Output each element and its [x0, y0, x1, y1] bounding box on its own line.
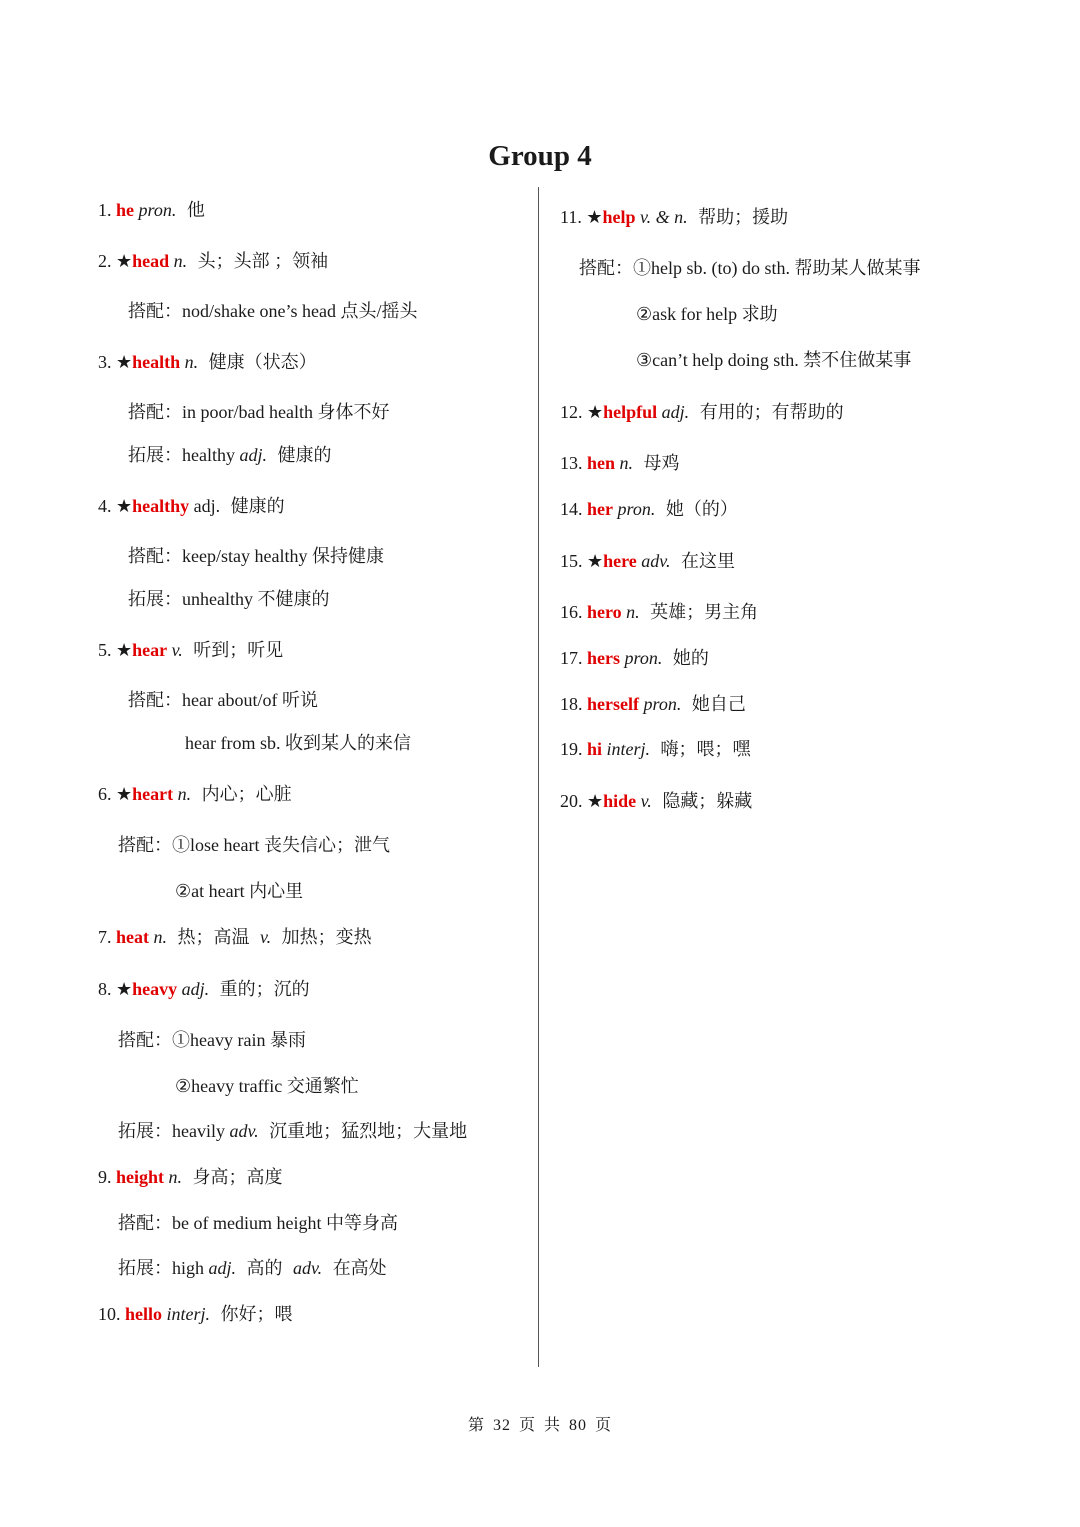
footer-label-ye2: 页: [595, 1417, 613, 1434]
meaning-2: 在高处: [328, 1258, 387, 1278]
vocab-entry: [560, 789, 752, 813]
part-of-speech: n.: [615, 453, 634, 473]
headword: hear: [132, 640, 168, 660]
headword: heart: [132, 784, 174, 804]
usage-line: [185, 731, 411, 755]
entry-number: 2.: [98, 251, 116, 271]
vocab-entry: [560, 600, 758, 624]
usage-line: [128, 688, 318, 712]
extension-line: [118, 1256, 387, 1280]
vocab-entry: [98, 977, 310, 1001]
entry-number: 9.: [98, 1167, 116, 1187]
headword: health: [132, 352, 181, 372]
headword: helpful: [603, 402, 658, 422]
meaning: 重的；沉的: [215, 979, 310, 999]
headword: head: [132, 251, 170, 271]
headword: hide: [603, 791, 637, 811]
part-of-speech: n.: [180, 352, 199, 372]
usage-line: [636, 348, 911, 372]
meaning: 她自己: [687, 694, 746, 714]
meaning: 他: [182, 200, 205, 220]
extension-text: 拓展：healthy: [128, 445, 240, 465]
part-of-speech: interj.: [162, 1304, 211, 1324]
star-icon: ★: [116, 496, 133, 516]
entry-number: 17.: [560, 648, 587, 668]
page-title: Group 4: [488, 140, 592, 172]
entry-number: 16.: [560, 602, 587, 622]
usage-line: [128, 400, 389, 424]
meaning: 她（的）: [661, 499, 738, 519]
usage-text: 搭配：in poor/bad health 身体不好: [128, 402, 390, 422]
usage-line: [128, 544, 384, 568]
usage-line: [118, 1211, 398, 1235]
part-of-speech: pron.: [613, 499, 656, 519]
usage-text: 搭配：①lose heart 丧失信心；泄气: [118, 835, 390, 855]
part-of-speech: adj.: [239, 445, 267, 465]
entry-number: 12.: [560, 402, 587, 422]
footer-page-number: 32: [492, 1417, 511, 1434]
headword: her: [587, 499, 613, 519]
headword: hello: [125, 1304, 163, 1324]
footer-label-gong: 共: [544, 1417, 562, 1434]
meaning: 隐藏；躲藏: [657, 791, 753, 811]
headword: here: [603, 551, 637, 571]
vocab-entry: [98, 1302, 293, 1326]
headword: heat: [116, 927, 149, 947]
meaning: 沉重地；猛烈地；大量地: [264, 1121, 468, 1141]
star-icon: ★: [116, 784, 133, 804]
extension-text: 拓展：heavily: [118, 1121, 230, 1141]
entry-number: 15.: [560, 551, 587, 571]
meaning: 有用的；有帮助的: [695, 402, 844, 422]
star-icon: ★: [116, 251, 133, 271]
part-of-speech: adv.: [636, 551, 671, 571]
usage-text: ③can’t help doing sth. 禁不住做某事: [636, 350, 912, 370]
footer-label-ye: 页: [518, 1417, 536, 1434]
footer-label-di: 第: [467, 1417, 485, 1434]
usage-line: [128, 299, 417, 323]
entry-number: 4.: [98, 496, 116, 516]
vocab-entry: [98, 249, 328, 273]
vocab-entry: [560, 646, 709, 670]
column-divider: [538, 187, 539, 1367]
extension-line: [118, 1119, 467, 1143]
part-of-speech: pron.: [134, 200, 177, 220]
entry-number: 1.: [98, 200, 116, 220]
entry-number: 7.: [98, 927, 116, 947]
vocab-entry: [560, 692, 746, 716]
meaning: 头；头部 ；领袖: [193, 251, 329, 271]
part-of-speech: adj.: [177, 979, 210, 999]
part-of-speech-2: adv.: [288, 1258, 323, 1278]
headword: help: [602, 207, 636, 227]
usage-text: 搭配：①heavy rain 暴雨: [118, 1030, 306, 1050]
meaning: 在这里: [676, 551, 735, 571]
usage-text: 拓展：unhealthy 不健康的: [128, 589, 330, 609]
vocab-entry: [560, 497, 738, 521]
meaning: 健康（状态）: [204, 352, 317, 372]
entry-number: 19.: [560, 739, 587, 759]
part-of-speech-2: v.: [255, 927, 272, 947]
part-of-speech: n.: [169, 251, 188, 271]
part-of-speech: interj.: [602, 739, 651, 759]
star-icon: ★: [587, 551, 604, 571]
meaning: 高的: [242, 1258, 283, 1278]
meaning: 她的: [668, 648, 709, 668]
vocab-entry: [98, 198, 205, 222]
meaning: 健康的: [273, 445, 332, 465]
entry-number: 11.: [560, 207, 587, 227]
vocab-entry: [560, 737, 751, 761]
meaning: 内心；心脏: [197, 784, 292, 804]
part-of-speech: adv.: [229, 1121, 259, 1141]
usage-line: [175, 1074, 359, 1098]
usage-line: [118, 1028, 306, 1052]
headword: height: [116, 1167, 165, 1187]
usage-text: ②ask for help 求助: [636, 304, 778, 324]
star-icon: ★: [116, 979, 133, 999]
entry-number: 18.: [560, 694, 587, 714]
star-icon: ★: [587, 791, 604, 811]
usage-text: 搭配：①help sb. (to) do sth. 帮助某人做某事: [579, 258, 921, 278]
usage-text: 搭配：keep/stay healthy 保持健康: [128, 546, 384, 566]
part-of-speech: n.: [173, 784, 192, 804]
vocab-entry: [560, 400, 844, 424]
usage-text: hear from sb. 收到某人的来信: [185, 733, 411, 753]
meaning: 嗨；喂；嘿: [656, 739, 751, 759]
entry-number: 20.: [560, 791, 587, 811]
entry-number: 10.: [98, 1304, 125, 1324]
part-of-speech: adj.: [208, 1258, 237, 1278]
headword: hi: [587, 739, 603, 759]
entry-number: 13.: [560, 453, 587, 473]
vocab-entry: [560, 549, 735, 573]
part-of-speech: n.: [621, 602, 640, 622]
entry-number: 3.: [98, 352, 116, 372]
usage-line: [175, 879, 303, 903]
vocab-entry: [560, 451, 680, 475]
vocab-entry: [98, 782, 292, 806]
star-icon: ★: [587, 402, 604, 422]
headword: healthy: [132, 496, 190, 516]
headword: heavy: [132, 979, 178, 999]
star-icon: ★: [116, 640, 133, 660]
entry-number: 8.: [98, 979, 116, 999]
part-of-speech: v. & n.: [635, 207, 688, 227]
page-footer: [0, 1412, 1080, 1435]
usage-text: 搭配：hear about/of 听说: [128, 690, 318, 710]
usage-text: 搭配：nod/shake one’s head 点头/摇头: [128, 301, 418, 321]
meaning: 身高；高度: [188, 1167, 283, 1187]
part-of-speech: pron.: [620, 648, 663, 668]
headword: hers: [587, 648, 620, 668]
footer-total-pages: 80: [569, 1417, 588, 1434]
vocab-entry: [98, 1165, 283, 1189]
usage-line: [128, 587, 329, 611]
part-of-speech: adj.: [657, 402, 690, 422]
vocab-entry: [98, 350, 317, 374]
usage-text: 搭配：be of medium height 中等身高: [118, 1213, 398, 1233]
meaning: 热；高温: [173, 927, 250, 947]
part-of-speech: v.: [636, 791, 652, 811]
star-icon: ★: [586, 207, 603, 227]
entry-number: 14.: [560, 499, 587, 519]
part-of-speech: n.: [164, 1167, 183, 1187]
usage-line: [636, 302, 778, 326]
usage-text: ②at heart 内心里: [175, 881, 304, 901]
meaning: 听到；听见: [188, 640, 284, 660]
usage-line: [118, 833, 390, 857]
entry-number: 6.: [98, 784, 116, 804]
meaning: 母鸡: [639, 453, 680, 473]
part-of-speech: pron.: [638, 694, 682, 714]
meaning-2: 加热；变热: [277, 927, 372, 947]
usage-line: [579, 256, 921, 280]
headword: hero: [587, 602, 622, 622]
extension-line: [128, 443, 332, 467]
part-of-speech: adj.: [189, 496, 221, 516]
vocab-entry: [560, 205, 788, 229]
extension-text: 拓展：high: [118, 1258, 209, 1278]
usage-text: ②heavy traffic 交通繁忙: [175, 1076, 359, 1096]
vocab-entry: [98, 925, 372, 949]
meaning: 健康的: [226, 496, 285, 516]
star-icon: ★: [116, 352, 133, 372]
headword: herself: [587, 694, 639, 714]
part-of-speech: n.: [149, 927, 167, 947]
headword: he: [116, 200, 134, 220]
meaning: 英雄；男主角: [645, 602, 759, 622]
meaning: 帮助；援助: [693, 207, 789, 227]
part-of-speech: v.: [167, 640, 183, 660]
vocab-entry: [98, 638, 283, 662]
vocab-entry: [98, 494, 285, 518]
meaning: 你好；喂: [216, 1304, 293, 1324]
headword: hen: [587, 453, 616, 473]
entry-number: 5.: [98, 640, 116, 660]
